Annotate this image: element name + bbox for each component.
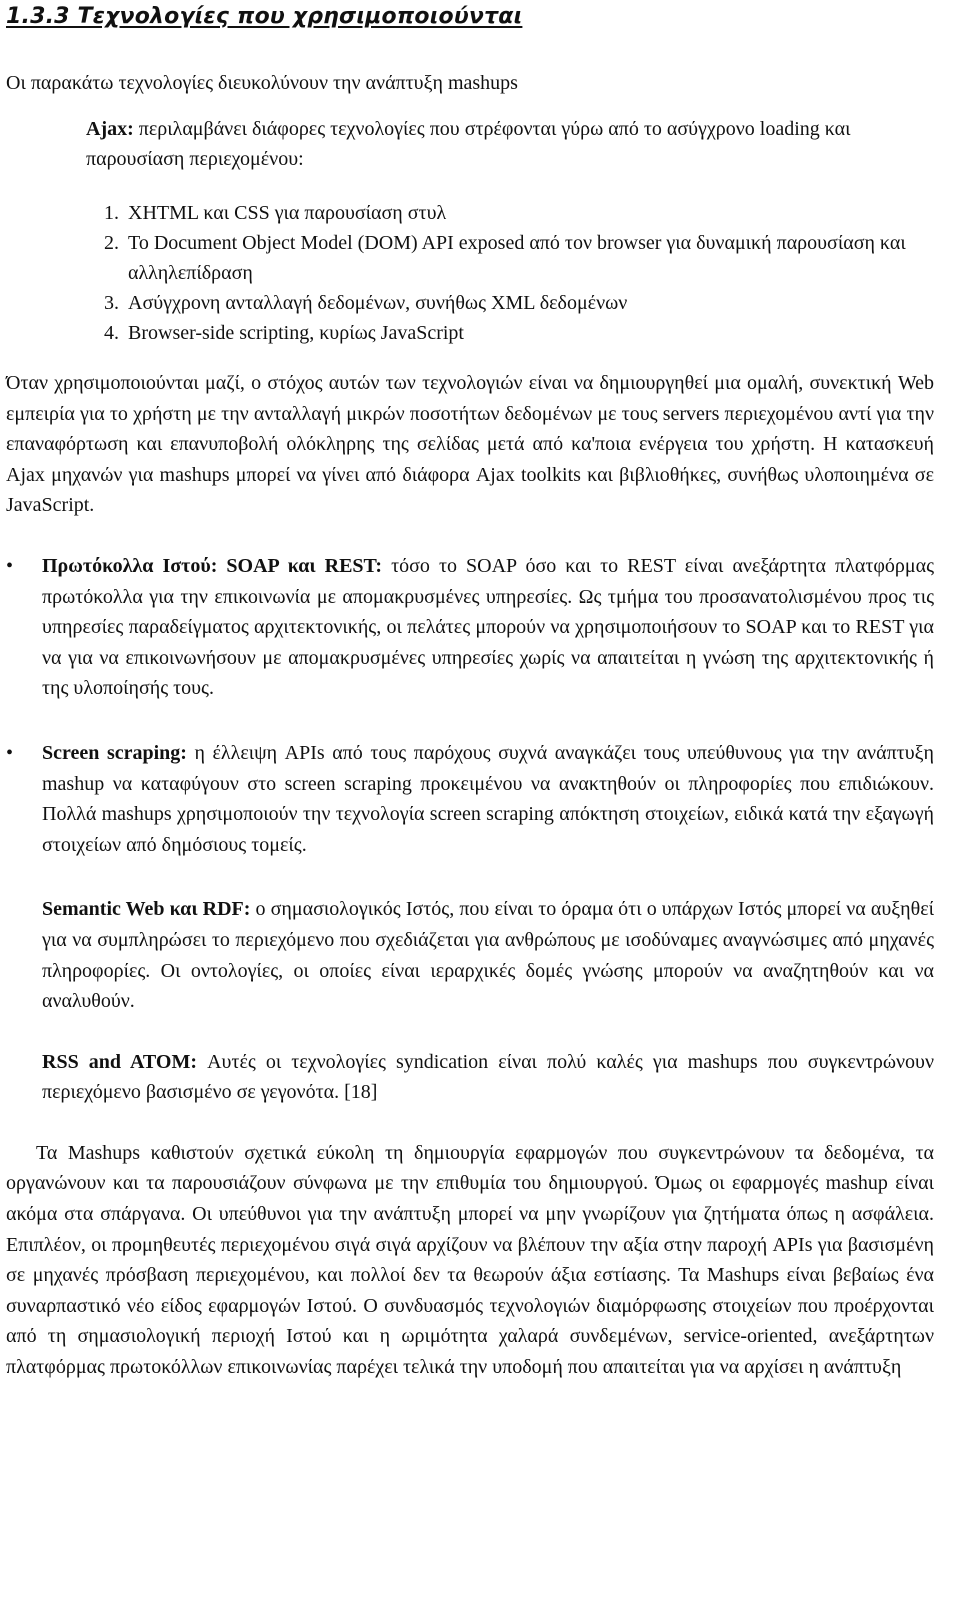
rss-term: RSS and ATOM:	[42, 1050, 198, 1073]
list-item: 3. Ασύγχρονη ανταλλαγή δεδομένων, συνήθως XML δεδομένων	[124, 288, 934, 318]
protocols-bullet	[6, 551, 934, 704]
semantic-web-paragraph	[6, 894, 934, 1016]
ajax-text: περιλαμβάνει διάφορες τεχνολογίες που στρέφονται γύρω από το ασύγχρονο loading και παρουσίαση περιεχομένου:	[86, 118, 851, 170]
bullet-icon: •	[6, 741, 14, 764]
ajax-technology-list	[6, 198, 934, 348]
ajax-usage-paragraph: Όταν χρησιμοποιούνται μαζί, ο στόχος αυτών των τεχνολογιών είναι να δημιουργηθεί μια ομαλή, συνεκτική Web εμπειρία για το χρήστη με την ανταλλαγή μικρών ποσοτήτων δεδομένων με τους servers περιεχομένου αντί για την επαναφόρτωση και επανυποβολή ολόκληρης της σελίδας μετά από κα'ποια ενέργεια του χρήστη. Η κατασκευή Ajax μηχανών για mashups μπορεί να γίνει από διάφορα Ajax toolkits και βιβλιοθήκες, συνήθως υλοποιημένα σε JavaScript.	[6, 372, 934, 517]
list-item: 1. XHTML και CSS για παρουσίαση στυλ	[124, 198, 934, 228]
semantic-text: ο σημασιολογικός Ιστός, που είναι το όραμα ότι ο υπάρχων Ιστός μπορεί να αυξηθεί για να συμπληρώσει το περιεχόμενο που σχεδιάζεται για ανθρώπους με ισοδύναμες αναγνώσιμες από μηχανές πληροφορίες. Οι οντολογίες, οι οποίες είναι ιεραρχικές δομές γνώσης μπορούν να αναζητηθούν και να αναλυθούν.	[42, 898, 934, 1013]
scraping-bullet	[6, 738, 934, 860]
semantic-term: Semantic Web και RDF:	[42, 898, 251, 921]
rss-text: Αυτές οι τεχνολογίες syndication είναι πολύ καλές για mashups που συγκεντρώνουν περιεχόμενο βασισμένο σε γεγονότα. [18]	[42, 1050, 934, 1104]
protocols-text: τόσο το SOAP όσο και το REST είναι ανεξάρτητα πλατφόρμας πρωτόκολλα για την επικοινωνία με απομακρυσμένες υπηρεσίες. Ως τμήμα του προσανατολισμένου προς τις υπηρεσίες παραδείγματος αρχιτεκτονικής, οι πελάτες μπορούν να χρησιμοποιήσουν το SOAP και το REST για να για να επικοινωνήσουν με απομακρυσμένες υπηρεσίες χωρίς να απαιτείται η γνώση της αρχιτεκτονικής ή της υλοποίησής τους.	[42, 554, 935, 700]
protocols-term: Πρωτόκολλα Ιστού: SOAP και REST:	[42, 554, 383, 577]
section-heading: 1.3.3 Τεχνολογίες που χρησιμοποιούνται	[6, 4, 523, 29]
intro-paragraph: Οι παρακάτω τεχνολογίες διευκολύνουν την ανάπτυξη mashups	[6, 72, 518, 94]
list-item: 4. Browser-side scripting, κυρίως JavaScript	[124, 318, 934, 348]
bullet-icon: •	[6, 554, 14, 577]
list-item: 2. Το Document Object Model (DOM) API exposed από τον browser για δυναμική παρουσίαση και αλληλεπίδραση	[124, 228, 934, 288]
scraping-term: Screen scraping:	[42, 741, 187, 764]
scraping-text: η έλλειψη APIs από τους παρόχους συχνά αναγκάζει τους υπεύθυνους για την ανάπτυξη mashup να καταφύγουν στο screen scraping προκειμένου να ανακτηθούν οι πληροφορίες που επιδιώκουν. Πολλά mashups χρησιμοποιούν την τεχνολογία screen scraping απόκτηση στοιχείων, ειδικά κατά την εξαγωγή στοιχείων από δημόσιους τομείς.	[42, 741, 934, 856]
conclusion-paragraph: Τα Mashups καθιστούν σχετικά εύκολη τη δημιουργία εφαρμογών που συγκεντρώνουν τα δεδομένα, τα οργανώνουν και τα παρουσιάζουν σύνφωνα με την επιθυμία του δημιουργού. Όμως οι εφαρμογές mashup είναι ακόμα στα σπάργανα. Οι υπεύθυνοι για την ανάπτυξη μπορεί να μην γνωρίζουν για ζητήματα όπως η ασφάλεια. Επιπλέον, οι προμηθευτές περιεχομένου σιγά σιγά αρχίζουν να βλέπουν την αξία στην παροχή APIs για βασισμένη σε μηχανές πρόσβαση περιεχομένου, και πολλοί δεν τα θεωρούν άξια εστίασης. Τα Mashups είναι βεβαίως ένα συναρπαστικό νέο είδος εφαρμογών Ιστού. Ο συνδυασμός τεχνολογιών διαμόρφωσης στοιχείων που προέρχονται από τη σημασιολογική περιοχή Ιστού και η ωριμότητα χαλαρά συνδεμένων, service-oriented, ανεξάρτητων πλατφόρμας πρωτοκόλλων επικοινωνίας παρέχει τελικά την υποδομή που απαιτείται για να αρχίσει η ανάπτυξη	[6, 1141, 934, 1379]
ajax-paragraph	[86, 114, 934, 174]
rss-paragraph	[6, 1047, 934, 1108]
ajax-term: Ajax:	[86, 118, 134, 140]
